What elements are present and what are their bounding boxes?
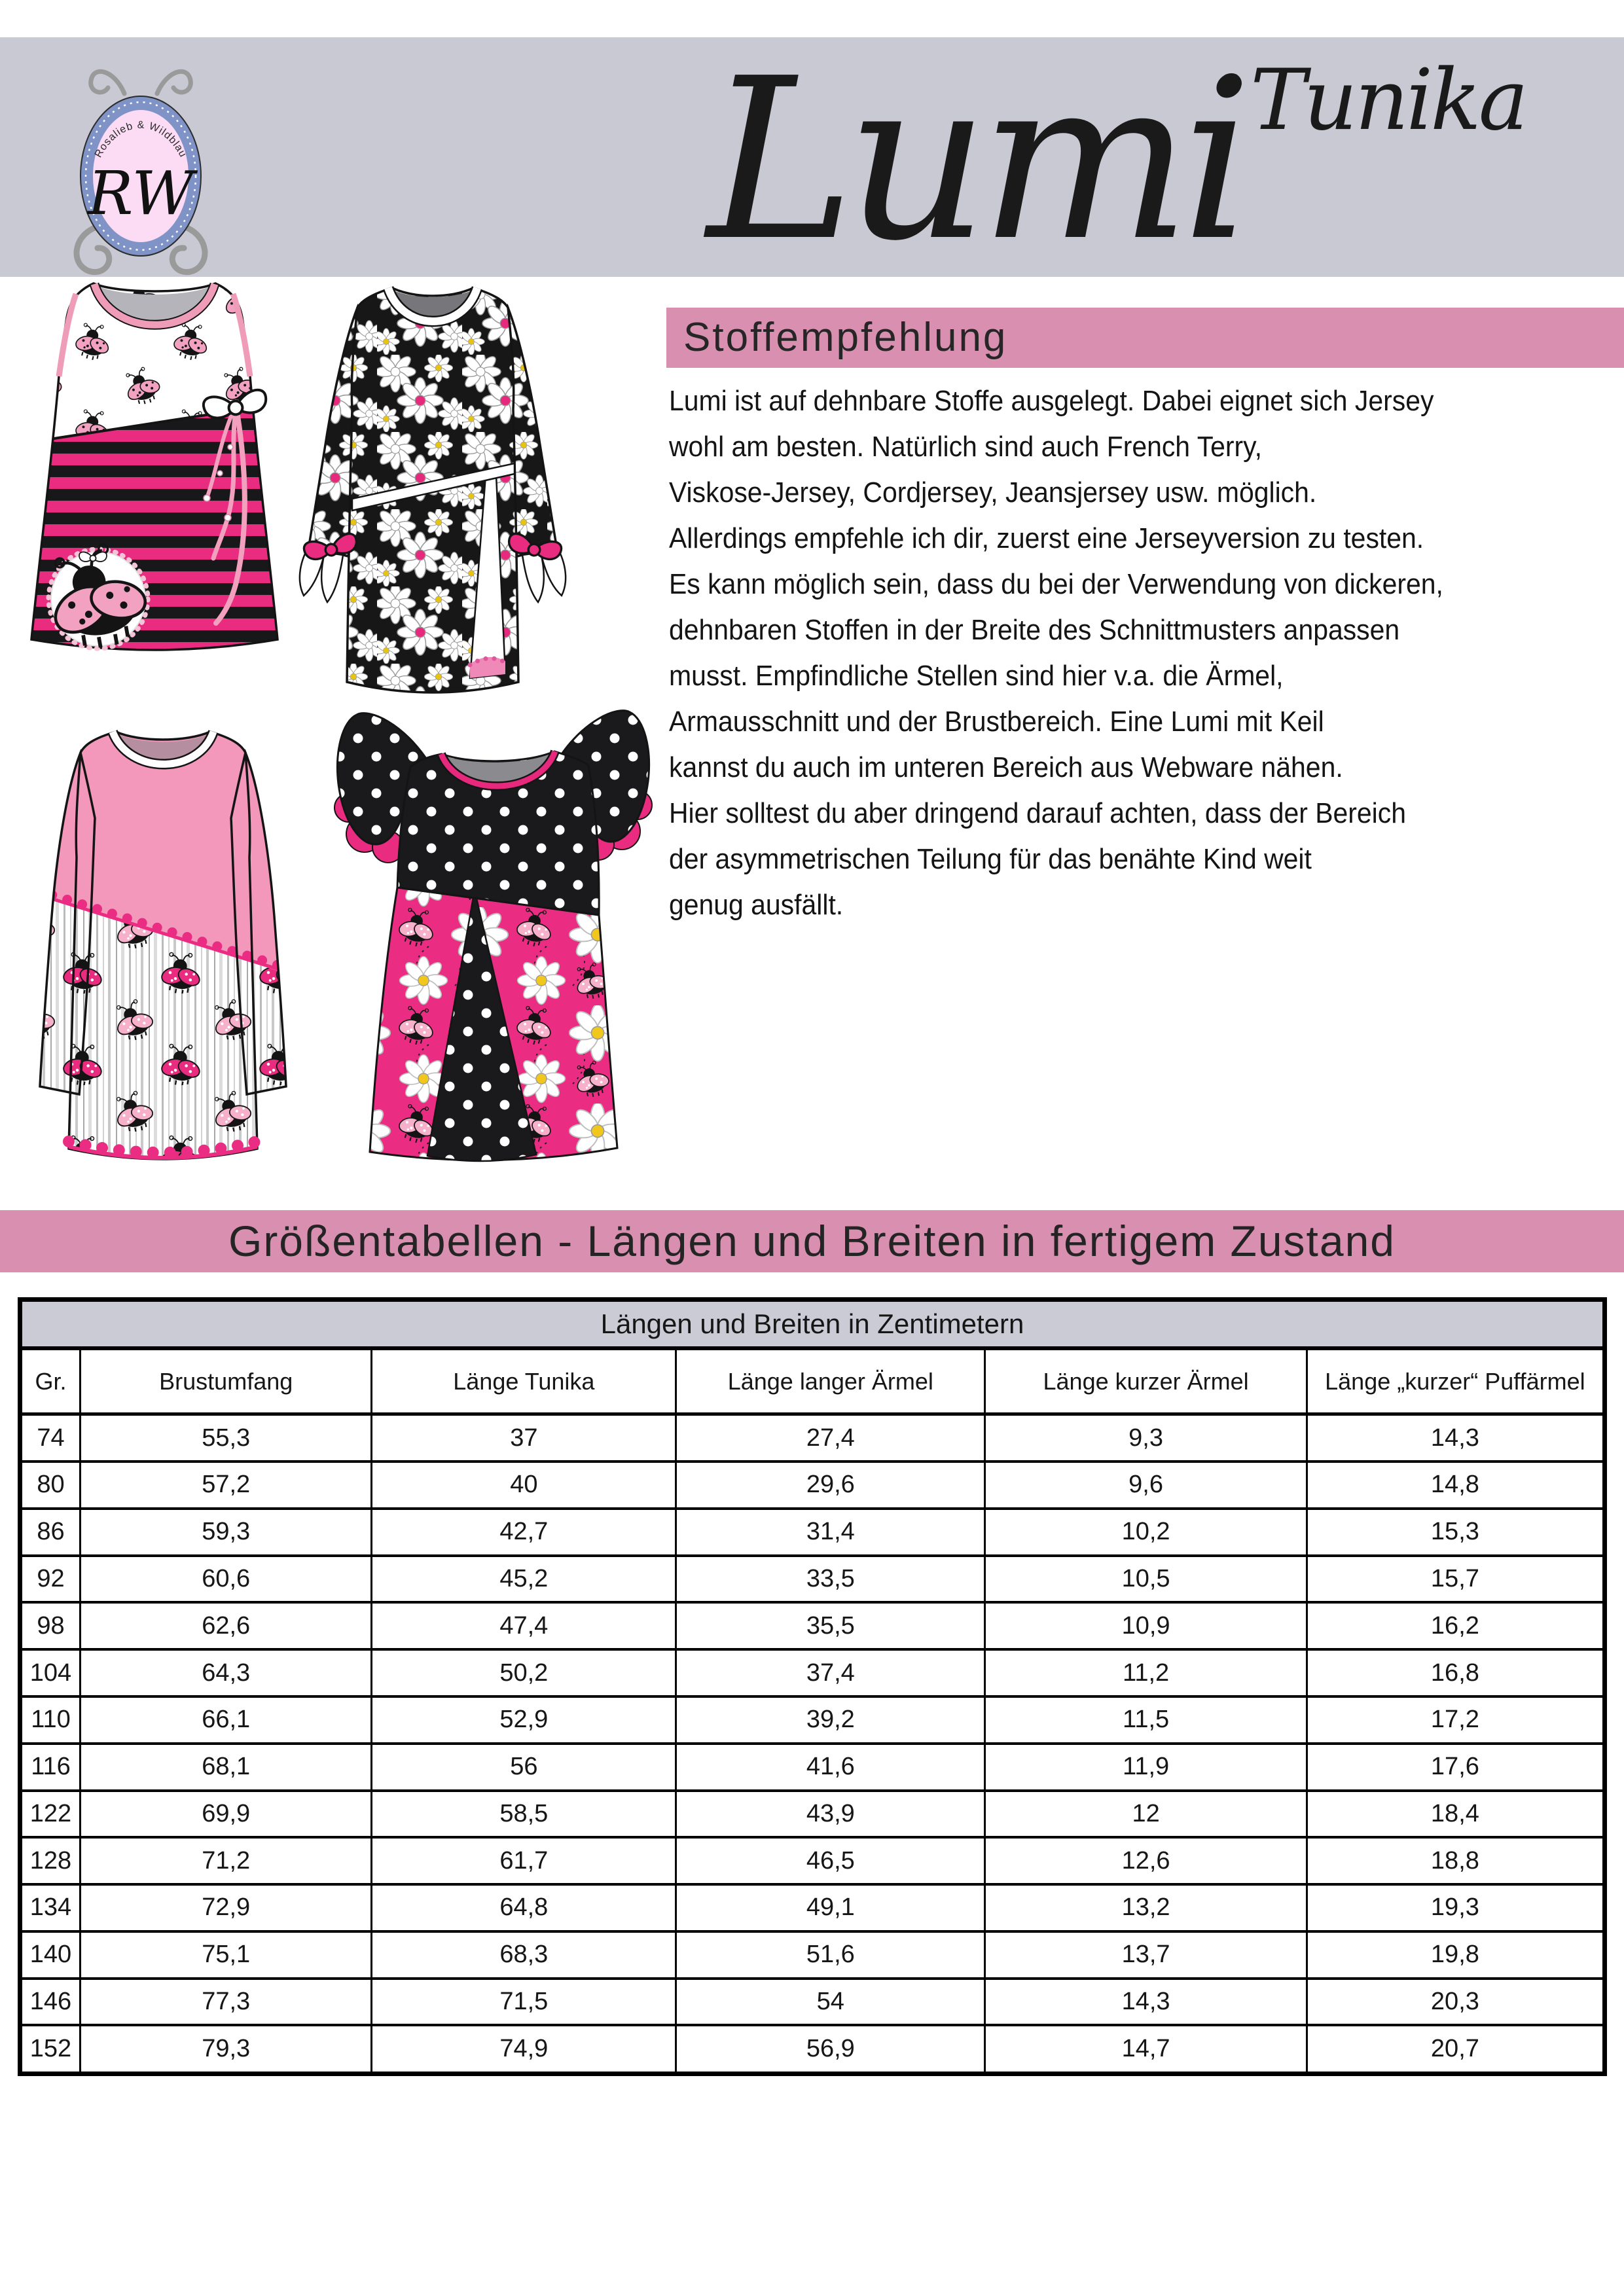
value-cell: 11,9 xyxy=(985,1744,1307,1791)
fabric-text-line: genug ausfällt. xyxy=(669,889,844,921)
dress-long-sleeve-pink-illustration xyxy=(10,719,316,1172)
value-cell: 47,4 xyxy=(372,1602,676,1649)
value-cell: 61,7 xyxy=(372,1837,676,1884)
table-row xyxy=(20,1556,1605,1603)
table-title: Längen und Breiten in Zentimetern xyxy=(20,1300,1605,1349)
table-row xyxy=(20,2025,1605,2073)
value-cell: 19,3 xyxy=(1307,1884,1604,1931)
value-cell: 56 xyxy=(372,1744,676,1791)
fabric-text-line: Lumi ist auf dehnbare Stoffe ausgelegt. Dabei eignet sich Jersey xyxy=(669,385,1434,417)
size-cell: 128 xyxy=(20,1837,81,1884)
size-cell: 80 xyxy=(20,1462,81,1509)
sizes-banner: Größentabellen - Längen und Breiten in fertigem Zustand xyxy=(0,1210,1624,1272)
value-cell: 15,7 xyxy=(1307,1556,1604,1603)
value-cell: 13,7 xyxy=(985,1931,1307,1979)
fabric-text-line: der asymmetrischen Teilung für das benähte Kind weit xyxy=(669,843,1312,875)
value-cell: 10,9 xyxy=(985,1602,1307,1649)
value-cell: 54 xyxy=(676,1979,985,2026)
fabric-text-line: Es kann möglich sein, dass du bei der Verwendung von dickeren, xyxy=(669,568,1443,600)
dress-sleeveless-illustration xyxy=(20,277,289,662)
value-cell: 64,3 xyxy=(80,1649,371,1696)
title-script: Lumi xyxy=(707,31,1244,290)
size-cell: 152 xyxy=(20,2025,81,2073)
table-row xyxy=(20,1509,1605,1556)
table-row xyxy=(20,1696,1605,1744)
value-cell: 13,2 xyxy=(985,1884,1307,1931)
value-cell: 66,1 xyxy=(80,1696,371,1744)
brand-logo xyxy=(62,52,219,268)
value-cell: 37,4 xyxy=(676,1649,985,1696)
size-cell: 86 xyxy=(20,1509,81,1556)
value-cell: 11,2 xyxy=(985,1649,1307,1696)
value-cell: 37 xyxy=(372,1414,676,1462)
value-cell: 46,5 xyxy=(676,1837,985,1884)
size-table xyxy=(18,1297,1607,2076)
table-row xyxy=(20,1649,1605,1696)
value-cell: 10,5 xyxy=(985,1556,1307,1603)
fabric-text-line: dehnbaren Stoffen in der Breite des Schnittmusters anpassen xyxy=(669,614,1400,646)
value-cell: 72,9 xyxy=(80,1884,371,1931)
value-cell: 35,5 xyxy=(676,1602,985,1649)
value-cell: 14,7 xyxy=(985,2025,1307,2073)
brand-arc-text: Rosalieb & Wildblau xyxy=(92,119,189,160)
size-cell: 98 xyxy=(20,1602,81,1649)
table-title-row xyxy=(20,1300,1605,1349)
table-row xyxy=(20,1884,1605,1931)
size-cell: 116 xyxy=(20,1744,81,1791)
value-cell: 12,6 xyxy=(985,1837,1307,1884)
value-cell: 57,2 xyxy=(80,1462,371,1509)
size-cell: 146 xyxy=(20,1979,81,2026)
column-header: Brustumfang xyxy=(80,1348,371,1414)
column-header: Länge Tunika xyxy=(372,1348,676,1414)
value-cell: 60,6 xyxy=(80,1556,371,1603)
fabric-text-line: wohl am besten. Natürlich sind auch French Terry, xyxy=(669,431,1262,463)
value-cell: 16,8 xyxy=(1307,1649,1604,1696)
value-cell: 77,3 xyxy=(80,1979,371,2026)
fabric-text-line: Armausschnitt und der Brustbereich. Eine Lumi mit Keil xyxy=(669,706,1324,738)
table-row xyxy=(20,1931,1605,1979)
value-cell: 10,2 xyxy=(985,1509,1307,1556)
value-cell: 17,2 xyxy=(1307,1696,1604,1744)
value-cell: 43,9 xyxy=(676,1791,985,1838)
size-cell: 92 xyxy=(20,1556,81,1603)
value-cell: 16,2 xyxy=(1307,1602,1604,1649)
value-cell: 74,9 xyxy=(372,2025,676,2073)
fabric-text-line: kannst du auch im unteren Bereich aus Webware nähen. xyxy=(669,751,1343,783)
fabric-title: Stoffempfehlung xyxy=(683,315,1008,360)
value-cell: 64,8 xyxy=(372,1884,676,1931)
column-header: Gr. xyxy=(20,1348,81,1414)
value-cell: 51,6 xyxy=(676,1931,985,1979)
logo-badge xyxy=(81,96,201,256)
value-cell: 41,6 xyxy=(676,1744,985,1791)
value-cell: 31,4 xyxy=(676,1509,985,1556)
value-cell: 42,7 xyxy=(372,1509,676,1556)
value-cell: 14,3 xyxy=(1307,1414,1604,1462)
value-cell: 14,8 xyxy=(1307,1462,1604,1509)
value-cell: 18,4 xyxy=(1307,1791,1604,1838)
value-cell: 69,9 xyxy=(80,1791,371,1838)
size-table-wrapper xyxy=(18,1297,1607,2076)
table-row xyxy=(20,1979,1605,2026)
size-cell: 110 xyxy=(20,1696,81,1744)
fabric-text-line: Allerdings empfehle ich dir, zuerst eine Jerseyversion zu testen. xyxy=(669,522,1424,554)
value-cell: 9,6 xyxy=(985,1462,1307,1509)
column-header: Länge „kurzer“ Puffärmel xyxy=(1307,1348,1604,1414)
value-cell: 62,6 xyxy=(80,1602,371,1649)
value-cell: 20,3 xyxy=(1307,1979,1604,2026)
value-cell: 49,1 xyxy=(676,1884,985,1931)
value-cell: 17,6 xyxy=(1307,1744,1604,1791)
value-cell: 33,5 xyxy=(676,1556,985,1603)
column-header: Länge langer Ärmel xyxy=(676,1348,985,1414)
value-cell: 79,3 xyxy=(80,2025,371,2073)
dress-long-sleeve-daisy-illustration xyxy=(292,278,573,707)
table-row xyxy=(20,1791,1605,1838)
size-table-body xyxy=(20,1414,1605,2074)
value-cell: 58,5 xyxy=(372,1791,676,1838)
header-band xyxy=(0,31,1624,290)
fabric-text xyxy=(669,378,1600,928)
fabric-text-line: Viskose-Jersey, Cordjersey, Jeansjersey usw. möglich. xyxy=(669,476,1317,509)
value-cell: 12 xyxy=(985,1791,1307,1838)
size-cell: 104 xyxy=(20,1649,81,1696)
value-cell: 59,3 xyxy=(80,1509,371,1556)
value-cell: 14,3 xyxy=(985,1979,1307,2026)
subtitle-script: Tunika xyxy=(1250,52,1526,149)
value-cell: 40 xyxy=(372,1462,676,1509)
value-cell: 9,3 xyxy=(985,1414,1307,1462)
fabric-text-line: musst. Empfindliche Stellen sind hier v.a. die Ärmel, xyxy=(669,660,1284,692)
value-cell: 52,9 xyxy=(372,1696,676,1744)
value-cell: 20,7 xyxy=(1307,2025,1604,2073)
value-cell: 45,2 xyxy=(372,1556,676,1603)
table-row xyxy=(20,1602,1605,1649)
dress-flutter-sleeve-illustration xyxy=(331,711,656,1166)
value-cell: 71,2 xyxy=(80,1837,371,1884)
size-cell: 140 xyxy=(20,1931,81,1979)
table-row xyxy=(20,1837,1605,1884)
value-cell: 29,6 xyxy=(676,1462,985,1509)
table-row xyxy=(20,1744,1605,1791)
size-cell: 74 xyxy=(20,1414,81,1462)
fabric-title-band xyxy=(666,308,1624,368)
size-cell: 122 xyxy=(20,1791,81,1838)
logo-monogram: RW xyxy=(88,158,194,228)
value-cell: 50,2 xyxy=(372,1649,676,1696)
table-row xyxy=(20,1414,1605,1462)
fabric-text-line: Hier solltest du aber dringend darauf achten, dass der Bereich xyxy=(669,797,1406,829)
value-cell: 19,8 xyxy=(1307,1931,1604,1979)
value-cell: 11,5 xyxy=(985,1696,1307,1744)
table-row xyxy=(20,1462,1605,1509)
value-cell: 68,3 xyxy=(372,1931,676,1979)
value-cell: 27,4 xyxy=(676,1414,985,1462)
value-cell: 71,5 xyxy=(372,1979,676,2026)
value-cell: 75,1 xyxy=(80,1931,371,1979)
value-cell: 68,1 xyxy=(80,1744,371,1791)
column-header: Länge kurzer Ärmel xyxy=(985,1348,1307,1414)
column-header-row xyxy=(20,1348,1605,1414)
value-cell: 18,8 xyxy=(1307,1837,1604,1884)
size-cell: 134 xyxy=(20,1884,81,1931)
value-cell: 39,2 xyxy=(676,1696,985,1744)
value-cell: 56,9 xyxy=(676,2025,985,2073)
value-cell: 55,3 xyxy=(80,1414,371,1462)
value-cell: 15,3 xyxy=(1307,1509,1604,1556)
